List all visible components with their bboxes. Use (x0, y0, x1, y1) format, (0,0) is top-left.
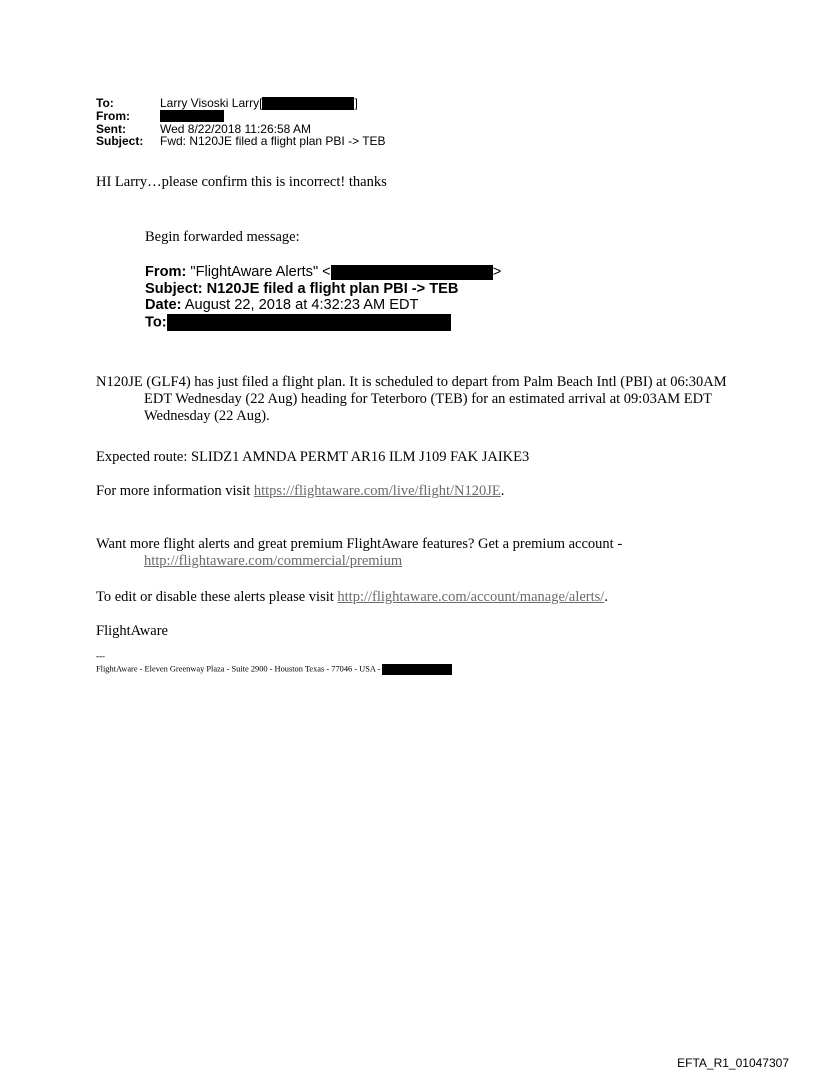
subject-value: Fwd: N120JE filed a flight plan PBI -> TEB (160, 134, 386, 148)
redaction-box (167, 314, 451, 331)
fwd-from-label: From: (145, 264, 187, 280)
fwd-to-row (145, 314, 501, 331)
forwarded-header (145, 264, 501, 331)
footer-address (96, 664, 452, 675)
fwd-date-row (145, 297, 501, 314)
premium-link[interactable]: http://flightaware.com/commercial/premium (144, 552, 403, 569)
header-to-row (96, 97, 386, 110)
fwd-to-label: To: (145, 313, 167, 330)
from-label: From: (96, 109, 130, 123)
email-header (96, 97, 386, 148)
header-from-row (96, 110, 386, 123)
sent-label: Sent: (96, 121, 126, 136)
fwd-from-row (145, 264, 501, 281)
to-label: To: (96, 96, 114, 110)
redaction-box (331, 265, 493, 280)
edit-prefix: To edit or disable these alerts please visit (96, 589, 338, 605)
more-info-paragraph (96, 483, 696, 500)
signature: FlightAware (96, 623, 168, 639)
premium-paragraph (96, 536, 754, 570)
intro-text: HI Larry…please confirm this is incorrect! thanks (96, 174, 387, 190)
footer-separator: --- (96, 651, 105, 661)
fwd-from-value: "FlightAware Alerts" < (190, 264, 331, 280)
redaction-box (160, 110, 224, 122)
more-info-prefix: For more information visit (96, 483, 254, 499)
premium-prefix: Want more flight alerts and great premium FlightAware features? Get a premium account - (96, 536, 623, 552)
document-id: EFTA_R1_01047307 (677, 1056, 789, 1070)
manage-alerts-link[interactable]: http://flightaware.com/account/manage/alerts/ (337, 589, 605, 605)
route-paragraph: Expected route: SLIDZ1 AMNDA PERMT AR16 ILM J109 FAK JAIKE3 (96, 449, 530, 465)
fwd-from-close: > (492, 264, 502, 280)
fwd-subject-label: Subject: (145, 280, 203, 297)
redaction-box (262, 97, 354, 110)
subject-label: Subject: (96, 134, 144, 148)
fwd-date-value: August 22, 2018 at 4:32:23 AM EDT (184, 297, 419, 313)
more-info-suffix: . (500, 483, 505, 499)
to-value: Larry Visoski Larry[ (160, 96, 263, 110)
sent-value: Wed 8/22/2018 11:26:58 AM (160, 121, 312, 136)
redaction-box (382, 664, 452, 675)
footer-address-text: FlightAware - Eleven Greenway Plaza - Suite 2900 - Houston Texas - 77046 - USA - (96, 664, 383, 674)
to-close: ] (354, 96, 358, 110)
fwd-subject-row (145, 281, 501, 298)
edit-alerts-paragraph (96, 589, 736, 606)
fwd-subject-value: N120JE filed a flight plan PBI -> TEB (206, 280, 459, 297)
flight-plan-paragraph: N120JE (GLF4) has just filed a flight plan. It is scheduled to depart from Palm Beach Intl (PBI) at 06:30AM EDT Wednesday (22 Aug) heading for Teterboro (TEB) for an estimated arrival at 09:03AM EDT Wednesday (22 Aug). (96, 374, 727, 424)
edit-suffix: . (604, 589, 608, 605)
header-subject-row (96, 135, 386, 148)
flight-link[interactable]: https://flightaware.com/live/flight/N120JE (253, 483, 501, 499)
fwd-date-label: Date: (145, 297, 182, 313)
begin-forwarded-text: Begin forwarded message: (145, 229, 300, 245)
